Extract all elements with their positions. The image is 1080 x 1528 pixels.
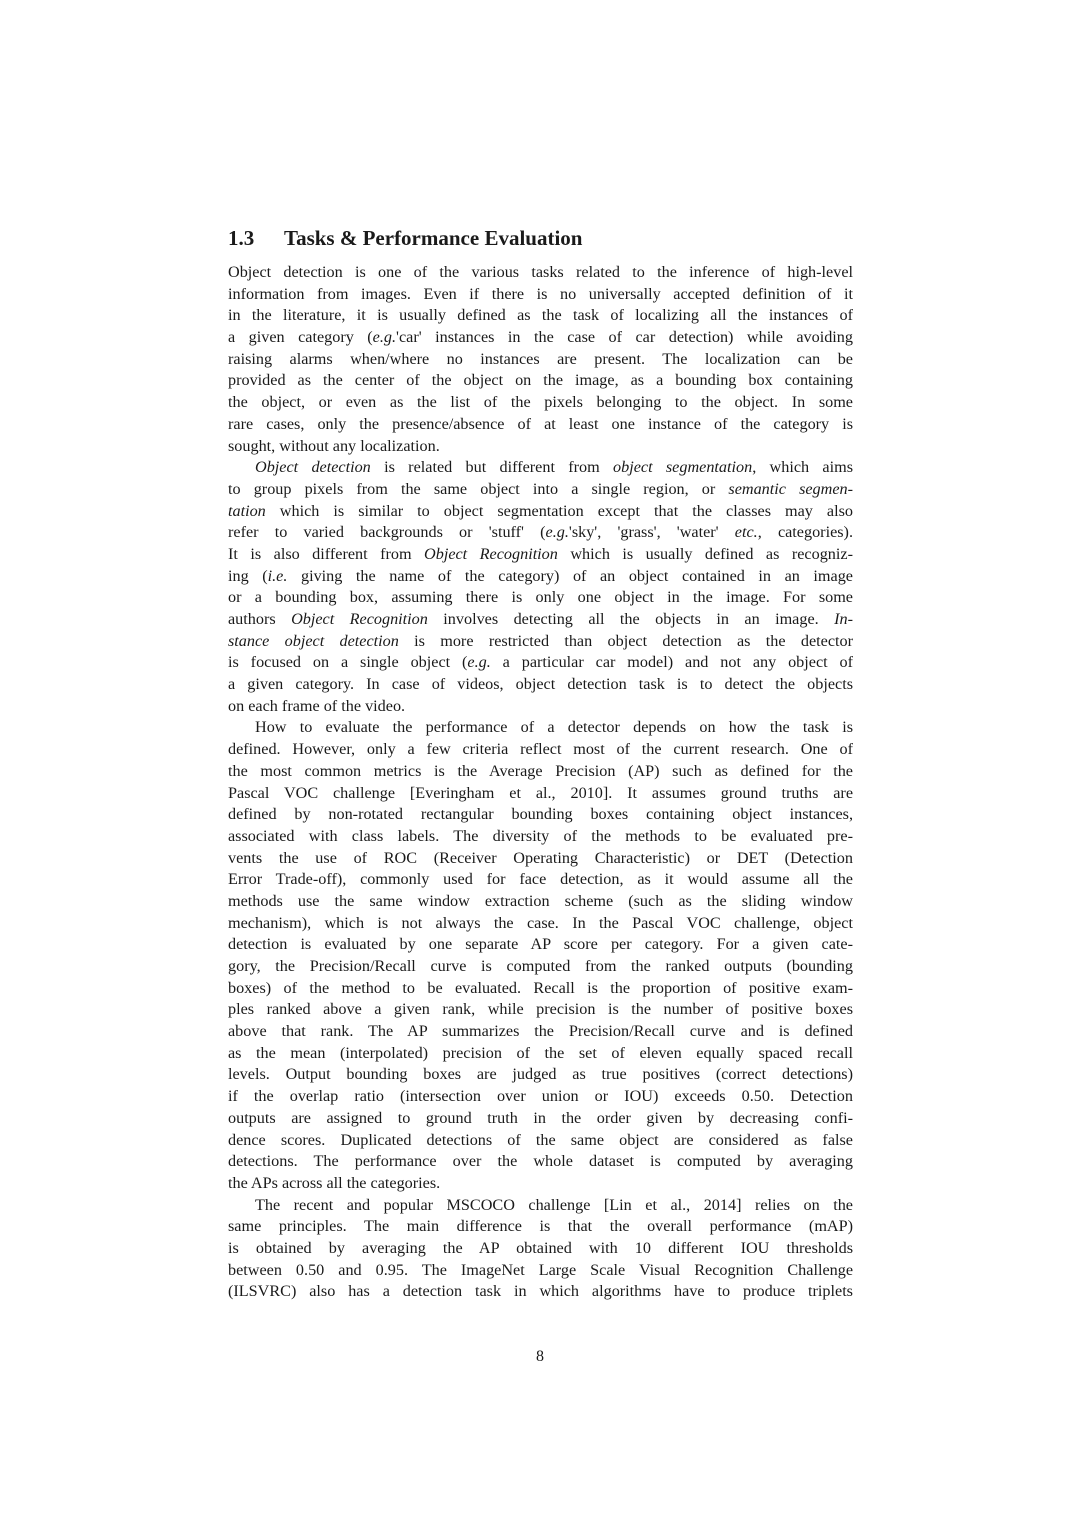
text-segment: ing (	[228, 566, 268, 585]
page-number: 8	[536, 1348, 544, 1365]
text-line	[228, 717, 853, 739]
text-segment: outputs are assigned to ground truth in the order given by decreasing confi-	[228, 1108, 853, 1127]
text-segment: if the overlap ratio (intersection over union or IOU) exceeds 0.50. Detection	[228, 1087, 853, 1106]
text-line	[228, 414, 853, 436]
text-line	[228, 1195, 853, 1217]
text-line	[228, 761, 853, 783]
text-segment: ples ranked above a given rank, while precision is the number of positive boxes	[228, 1000, 853, 1019]
text-segment: Pascal VOC challenge [Everingham et al., 2010]. It assumes ground truths are	[228, 783, 853, 802]
text-segment: between 0.50 and 0.95. The ImageNet Large Scale Visual Recognition Challenge	[228, 1260, 853, 1279]
text-segment: a given category. In case of videos, object detection task is to detect the objects	[228, 675, 853, 694]
paragraph	[228, 457, 853, 717]
text-segment: information from images. Even if there is no universally accepted definition of it	[228, 284, 853, 303]
text-segment: authors	[228, 610, 292, 628]
text-line	[228, 1281, 853, 1303]
text-segment: is focused on a single object (	[228, 653, 468, 672]
text-segment: which is similar to object segmentation except that the classes may also	[265, 501, 853, 520]
text-segment: levels. Output bounding boxes are judged as true positives (correct detections)	[228, 1065, 853, 1084]
text-line	[228, 1216, 853, 1238]
italic-term: In-	[834, 610, 853, 628]
italic-term: etc.	[734, 523, 758, 542]
text-segment: to group pixels from the same object into a single region, or	[228, 479, 729, 498]
text-segment: rare cases, only the presence/absence of at least one instance of the category is	[228, 414, 853, 433]
text-line	[228, 913, 853, 935]
text-line	[228, 501, 853, 523]
text-line	[228, 696, 853, 718]
italic-term: e.g.	[545, 523, 569, 542]
section-title: Tasks & Performance Evaluation	[284, 226, 583, 250]
italic-term: i.e.	[267, 566, 288, 585]
text-segment: giving the name of the category) of an object contained in an image	[287, 566, 853, 585]
text-segment: a particular car model) and not any object of	[490, 653, 853, 672]
text-segment: Object detection is one of the various tasks related to the inference of high-level	[228, 263, 853, 281]
text-line	[228, 1130, 853, 1152]
text-line	[228, 739, 853, 761]
text-segment: defined. However, only a few criteria reflect most of the current research. One of	[228, 740, 853, 759]
text-line	[228, 392, 853, 414]
text-line	[228, 327, 853, 349]
text-line	[228, 1086, 853, 1108]
paragraph	[228, 717, 853, 1194]
text-line	[228, 349, 853, 371]
text-segment: dence scores. Duplicated detections of the same object are considered as false	[228, 1130, 853, 1149]
text-line	[228, 1108, 853, 1130]
text-line	[228, 1064, 853, 1086]
italic-term: semantic segmen-	[728, 479, 853, 498]
text-segment: provided as the center of the object on the image, as a bounding box containing	[228, 371, 853, 390]
text-segment: detection is evaluated by one separate AP score per category. For a given cate-	[228, 935, 853, 954]
text-line	[228, 436, 853, 458]
text-segment: the most common metrics is the Average Precision (AP) such as defined for the	[228, 761, 853, 780]
text-line	[228, 1238, 853, 1260]
text-segment: defined by non-rotated rectangular bounding boxes containing object instances,	[228, 805, 853, 824]
text-line	[228, 370, 853, 392]
text-segment: Error Trade-off), commonly used for face detection, as it would assume all the	[228, 870, 853, 889]
text-segment: refer to varied backgrounds or 'stuff' (	[228, 523, 546, 542]
text-segment: (ILSVRC) also has a detection task in which algorithms have to produce triplets	[228, 1282, 853, 1301]
paragraph	[228, 1195, 853, 1303]
text-line	[228, 262, 853, 284]
italic-term: tation	[228, 501, 266, 520]
text-segment: How to evaluate the performance of a detector depends on how the task is	[255, 718, 853, 737]
text-segment: above that rank. The AP summarizes the Precision/Recall curve and is defined	[228, 1022, 853, 1041]
text-line	[228, 566, 853, 588]
text-segment: which is usually defined as recogniz-	[557, 544, 853, 563]
text-segment: mechanism), which is not always the case. In the Pascal VOC challenge, object	[228, 913, 853, 932]
text-segment: or a bounding box, assuming there is only one object in the image. For some	[228, 588, 853, 607]
text-segment: raising alarms when/where no instances are present. The localization can be	[228, 349, 853, 368]
text-segment: as the mean (interpolated) precision of the set of eleven equally spaced recall	[228, 1043, 853, 1062]
text-segment: the object, or even as the list of the pixels belonging to the object. In some	[228, 393, 853, 412]
text-line	[228, 826, 853, 848]
text-line	[228, 544, 853, 566]
section-heading	[228, 226, 582, 251]
text-segment: 'car' instances in the case of car detection) while avoiding	[396, 328, 853, 347]
text-line	[228, 804, 853, 826]
text-segment: , which aims	[752, 458, 853, 477]
text-line	[228, 1151, 853, 1173]
text-line	[228, 587, 853, 609]
text-segment: is obtained by averaging the AP obtained with 10 different IOU thresholds	[228, 1238, 853, 1257]
text-segment: 'sky', 'grass', 'water'	[568, 523, 735, 542]
text-segment: a given category (	[228, 328, 373, 347]
text-segment: The recent and popular MSCOCO challenge [Lin et al., 2014] relies on the	[255, 1195, 853, 1214]
text-segment: the APs across all the categories.	[228, 1173, 441, 1192]
text-segment: , categories).	[757, 523, 853, 542]
italic-term: Object detection	[255, 458, 371, 477]
text-line	[228, 652, 853, 674]
text-line	[228, 284, 853, 306]
text-line	[228, 1043, 853, 1065]
section-number: 1.3	[228, 226, 255, 250]
text-segment: is related but different from	[370, 458, 614, 477]
text-line	[228, 978, 853, 1000]
text-line	[228, 848, 853, 870]
text-line	[228, 1173, 853, 1195]
text-segment: same principles. The main difference is that the overall performance (mAP)	[228, 1217, 853, 1236]
text-segment: gory, the Precision/Recall curve is computed from the ranked outputs (bounding	[228, 957, 853, 975]
text-line	[228, 479, 853, 501]
text-segment: sought, without any localization.	[228, 436, 440, 455]
text-segment: It is also different from	[228, 544, 425, 563]
text-line	[228, 674, 853, 696]
text-line	[228, 305, 853, 327]
text-segment: on each frame of the video.	[228, 696, 406, 715]
italic-term: stance object detection	[228, 631, 399, 650]
text-line	[228, 609, 853, 631]
paragraph	[228, 262, 853, 457]
italic-term: object segmentation	[613, 458, 753, 477]
italic-term: Object Recognition	[424, 544, 558, 563]
text-segment: detections. The performance over the whole dataset is computed by averaging	[228, 1152, 853, 1171]
italic-term: e.g.	[467, 653, 491, 672]
text-line	[228, 1260, 853, 1282]
italic-term: e.g.	[372, 328, 397, 347]
text-segment: in the literature, it is usually defined as the task of localizing all the instances of	[228, 306, 853, 325]
text-line	[228, 891, 853, 913]
text-line	[228, 457, 853, 479]
text-segment: methods use the same window extraction scheme (such as the sliding window	[228, 891, 853, 910]
text-segment: boxes) of the method to be evaluated. Recall is the proportion of positive exam-	[228, 978, 853, 997]
text-line	[228, 934, 853, 956]
text-line	[228, 783, 853, 805]
text-line	[228, 631, 853, 653]
text-segment: is more restricted than object detection as the detector	[398, 631, 853, 650]
text-line	[228, 1021, 853, 1043]
text-line	[228, 999, 853, 1021]
text-segment: involves detecting all the objects in an image.	[427, 610, 835, 628]
text-line	[228, 956, 853, 978]
text-segment: associated with class labels. The diversity of the methods to be evaluated pre-	[228, 826, 853, 845]
italic-term: Object Recognition	[291, 610, 428, 628]
text-segment: vents the use of ROC (Receiver Operating Characteristic) or DET (Detection	[228, 848, 853, 867]
body-text	[228, 262, 853, 1303]
text-line	[228, 869, 853, 891]
text-line	[228, 522, 853, 544]
